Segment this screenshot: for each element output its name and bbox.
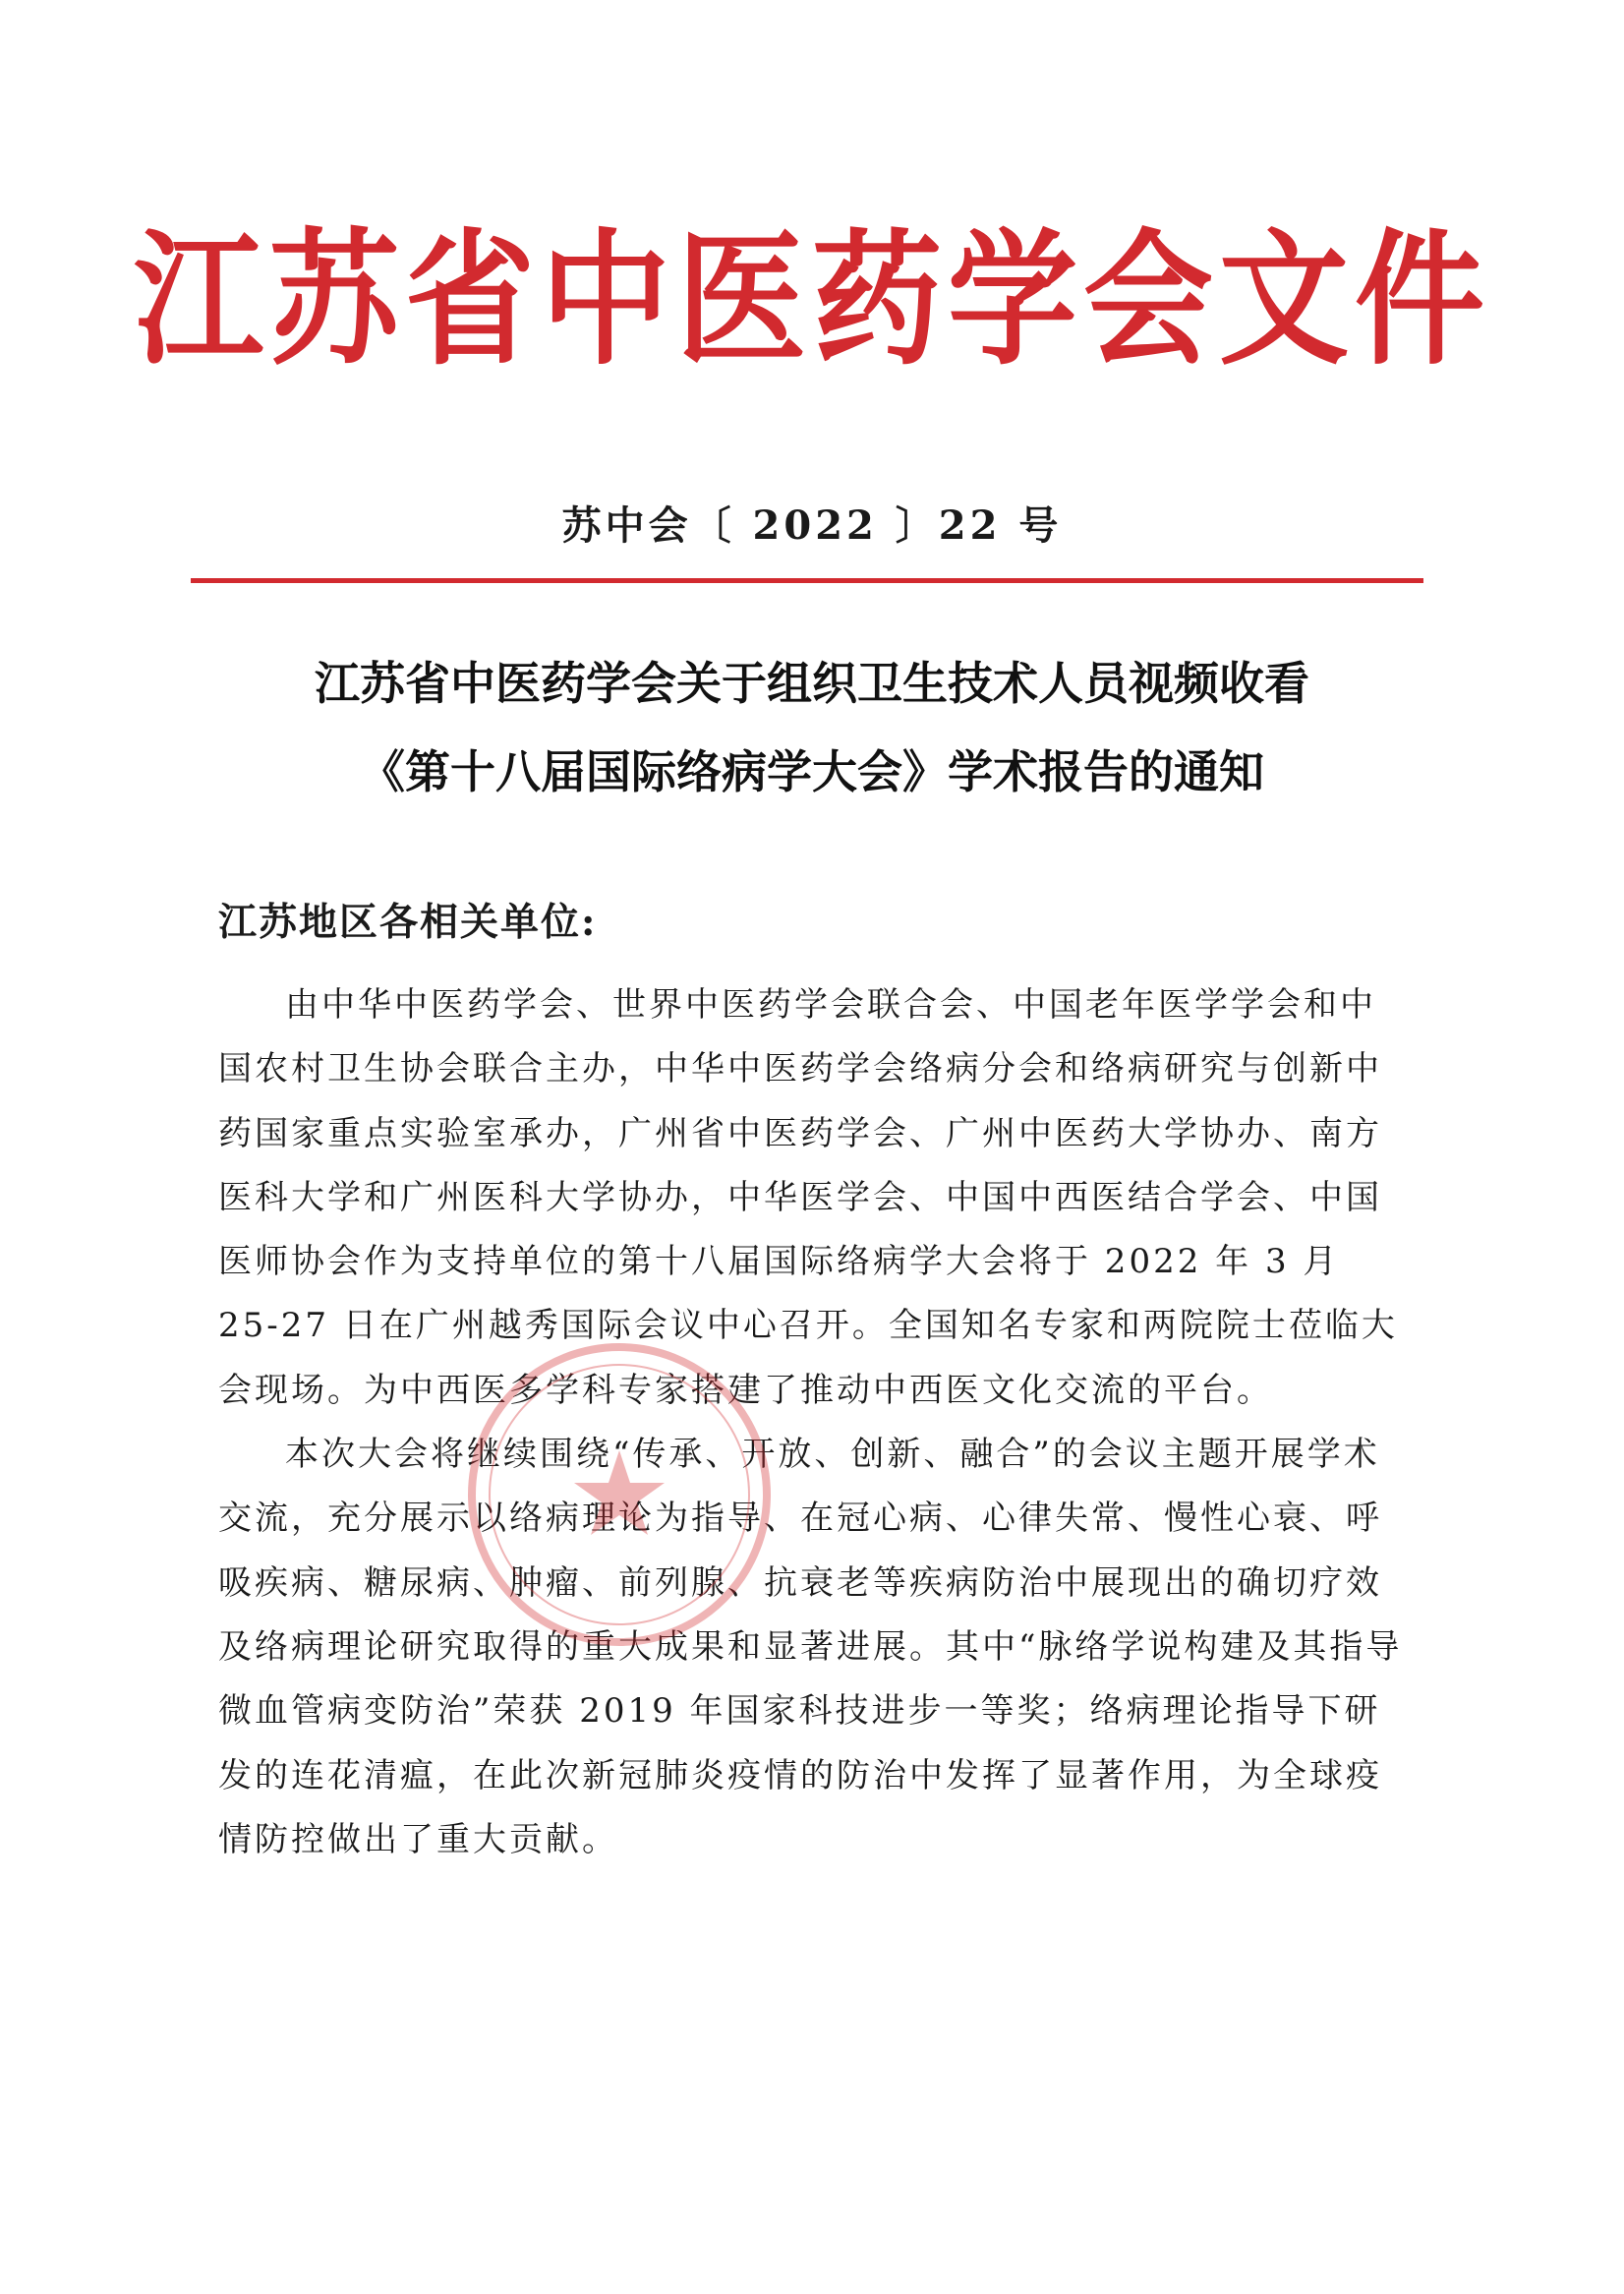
body-paragraph-2: 本次大会将继续围绕“传承、开放、创新、融合”的会议主题开展学术交流，充分展示以络病理论为指导、在冠心病、心律失常、慢性心衰、呼吸疾病、糖尿病、肿瘤、前列腺、抗衰老等疾病防治中展现出的确切疗效及络病理论研究取得的重大成果和显著进展。其中“脉络学说构建及其指导微血管病变防治”荣获 2019 年国家科技进步一等奖；络病理论指导下研发的连花清瘟，在此次新冠肺炎疫情的防治中发挥了显著作用，为全球疫情防控做出了重大贡献。 — [218, 1435, 1403, 1859]
salutation: 江苏地区各相关单位: — [218, 900, 598, 945]
document-number: 苏中会〔 2022 〕22 号 — [561, 502, 1063, 549]
body-text — [218, 973, 1406, 1872]
notice-title-line-2: 《第十八届国际络病学大会》学术报告的通知 — [360, 745, 1264, 798]
notice-title — [147, 639, 1477, 816]
notice-title-line-1: 江苏省中医药学会关于组织卫生技术人员视频收看 — [315, 657, 1309, 710]
body-paragraph-1: 由中华中医药学会、世界中医药学会联合会、中国老年医学学会和中国农村卫生协会联合主办，中华中医药学会络病分会和络病研究与创新中药国家重点实验室承办，广州省中医药学会、广州中医药大学协办、南方医科大学和广州医科大学协办，中华医学会、中国中西医结合学会、中国医师协会作为支持单位的第十八届国际络病学大会将于 2022 年 3 月 25-27 日在广州越秀国际会议中心召开。全国知名专家和两院院士莅临大会现场。为中西医多学科专家搭建了推动中西医文化交流的平台。 — [218, 985, 1398, 1410]
red-divider-line — [191, 578, 1423, 583]
letterhead-title: 江苏省中医药学会文件 — [134, 214, 1490, 386]
